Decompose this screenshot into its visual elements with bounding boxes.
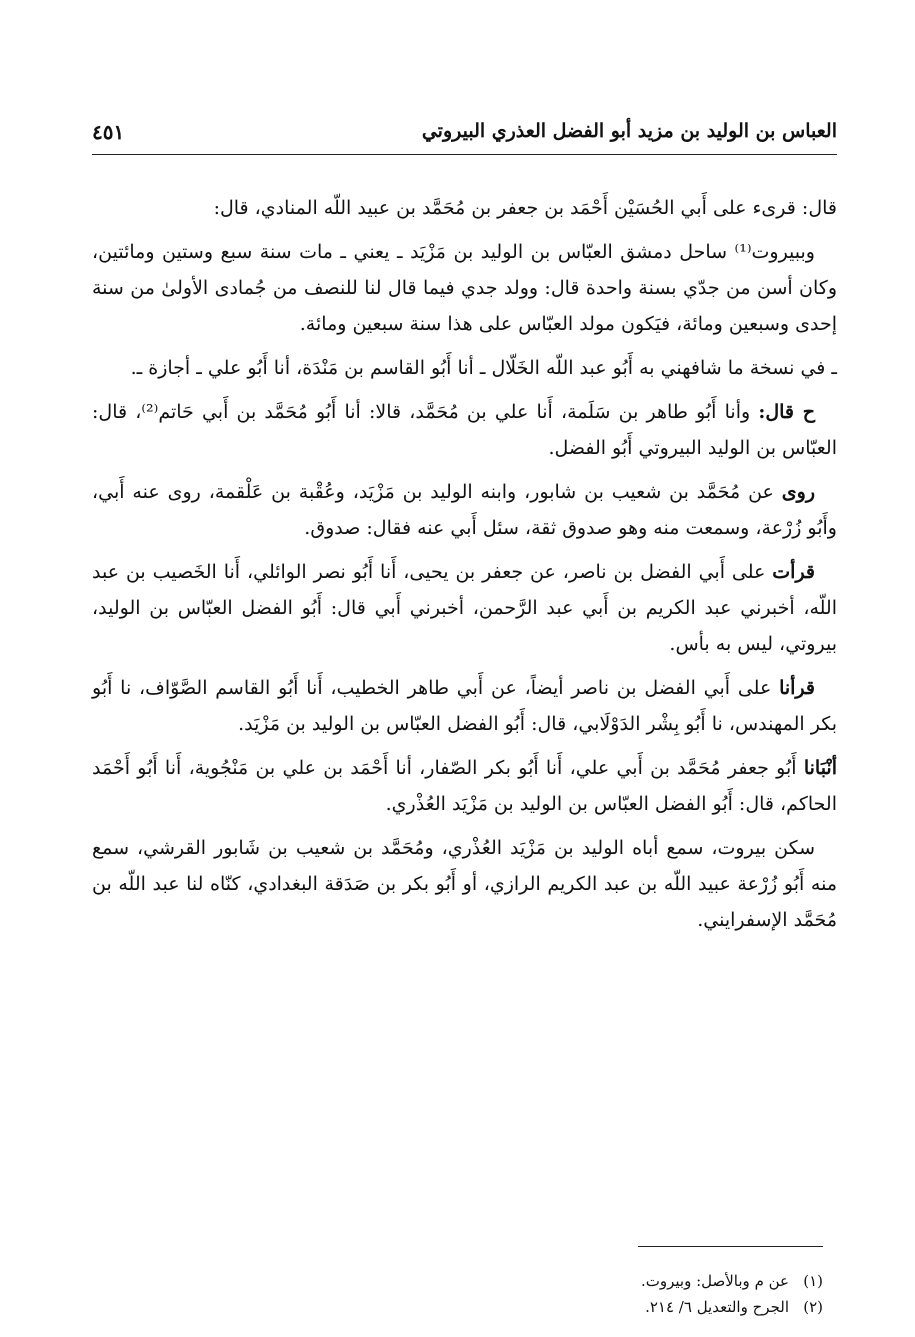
paragraph-3: ـ في نسخة ما شافهني به أَبُو عبد اللّه الخَلّال ـ أنا أَبُو القاسم بن مَنْدَة، أنا أَبُو علي ـ أجازة ـ. [130,357,837,379]
footnote-2 [78,1294,823,1320]
footnote-text: الجرح والتعديل ٦/ ٢١٤. [645,1298,789,1316]
lead-word: قرأت [772,561,816,583]
paragraph-7: قرأنا على أَبي الفضل بن ناصر أيضاً، عن أَبي طاهر الخطيب، أَنا أَبُو القاسم الصَّوّاف، نا أَبُو بكر المهندس، نا أَبُو بِشْر الدَوْلَابي، قال: أَبُو الفضل العبّاس بن الوليد بن مَزْيَد. [92,677,837,735]
header-rule [92,154,837,155]
footnote-text: عن م وبالأصل: وبيروت. [640,1272,789,1290]
paragraph-1: قال: قرىء على أَبي الحُسَيْن أَحْمَد بن جعفر بن مُحَمَّد بن عبيد اللّه المنادي، قال: [213,197,837,219]
footnote-number: (١) [803,1272,823,1290]
paragraph-2: وببيروت⁽¹⁾ ساحل دمشق العبّاس بن الوليد بن مَزْيَد ـ يعني ـ مات سنة سبع وستين ومائتين، وكان أسن من جدّي بسنة واحدة قال: وولد جدي فيما قال لنا للنصف من جُمادى الأولىٰ من سنة إحدى وسبعين ومائة، فيَكون مولد العبّاس على هذا سنة سبعين ومائة. [92,241,837,335]
footnote-1 [78,1268,823,1294]
paragraph-9: سكن بيروت، سمع أباه الوليد بن مَزْيَد العُذْري، ومُحَمَّد بن شعيب بن شَابور القرشي، سمع منه أَبُو زُرْعة عبيد اللّه بن عبد الكريم الرازي، أو أَبُو بكر بن صَدَقة البغدادي، كنّاه لنا عبد اللّه بن مُحَمَّد الإسفرايني. [92,837,837,931]
paragraph-5: روى عن مُحَمَّد بن شعيب بن شابور، وابنه الوليد بن مَزْيَد، وعُقْبة بن عَلْقمة، روى عنه أَبي، وأَبُو زُرْعة، وسمعت منه وهو صدوق ثقة، سئل أَبي عنه فقال: صدوق. [92,481,837,539]
footnote-number: (٢) [803,1298,823,1316]
lead-word: أنْبَانا [803,757,837,779]
running-header [92,118,837,154]
main-text [92,190,837,946]
paragraph-8: أنْبَانا أَبُو جعفر مُحَمَّد بن أَبي علي، أَنا أَبُو بكر الصّفار، أنا أَحْمَد بن علي بن مَنْجُوية، أَنا أَبُو أَحْمَد الحاكم، قال: أَبُو الفضل العبّاس بن الوليد بن مَزْيَد العُذْري. [92,757,837,815]
page-number: ٤٥١ [92,120,125,144]
lead-word: روى [781,481,816,503]
paragraph-6: قرأت على أَبي الفضل بن ناصر، عن جعفر بن يحيى، أَنا أَبُو نصر الوائلي، أَنا الخَصيب بن عبد اللّه، أخبرني عبد الكريم بن أَبي عبد الرَّحمن، أخبرني أَبي قال: أَبُو الفضل العبّاس بن الوليد، بيروتي، ليس به بأس. [92,561,837,655]
footnotes [78,1268,823,1320]
paragraph-4: ح قال: وأنا أَبُو طاهر بن سَلَمة، أَنا علي بن مُحَمَّد، قالا: أنا أَبُو مُحَمَّد بن أَبي حَاتم⁽²⁾، قال: العبّاس بن الوليد البيروتي أَبُو الفضل. [92,401,837,459]
footnote-rule [638,1246,823,1247]
lead-word: قرأنا [779,677,815,699]
lead-word: ح قال: [758,401,815,423]
running-title: العباس بن الوليد بن مزيد أبو الفضل العذري البيروتي [421,120,837,142]
